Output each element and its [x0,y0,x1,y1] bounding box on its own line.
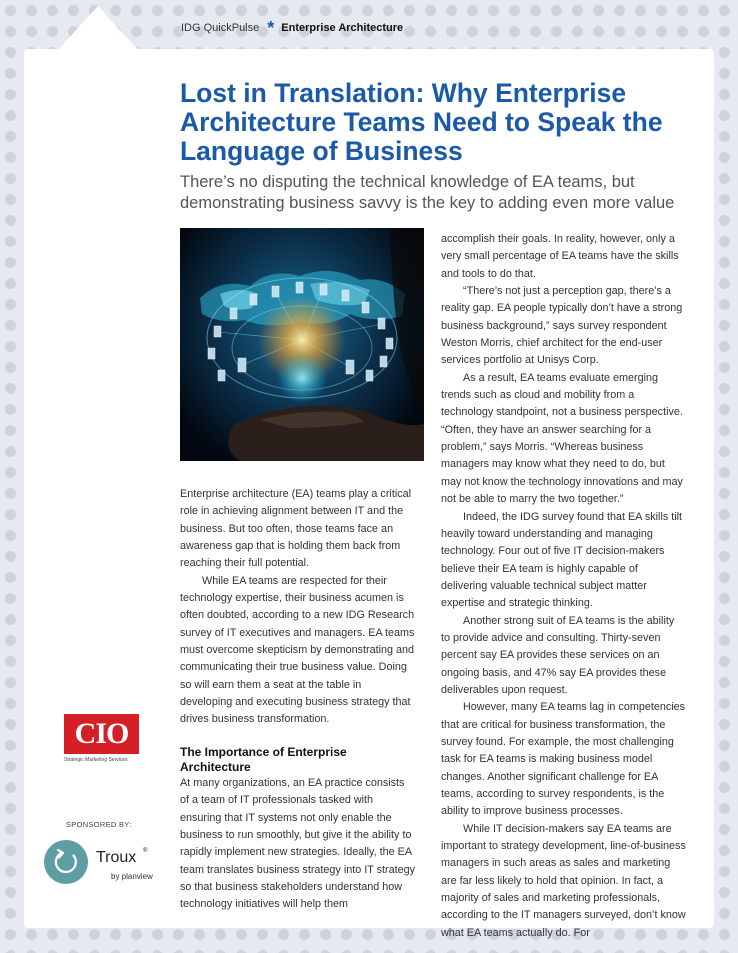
article-title: Lost in Translation: Why Enterprise Architecture Teams Need to Speak the Language of Business [180,78,663,166]
paragraph: As a result, EA teams evaluate emerging trends such as cloud and mobility from a technology standpoint, not a business perspective. “Often, they have an answer searching for a problem,” says Morris. “Whereas business managers may know what they need to do, but may not know the technology innovations and may not be able to marry the two together.” [441,371,683,506]
sponsored-by-label: SPONSORED BY: [66,820,132,829]
section-name: Enterprise Architecture [281,22,404,34]
hero-image [180,228,424,461]
paragraph: Enterprise architecture (EA) teams play a critical role in achieving alignment between IT and the business. But too often, those teams face an awareness gap that is holding them back from reaching their full potential. [180,488,412,570]
paragraph: Another strong suit of EA teams is the ability to provide advice and consulting. Thirty-seven percent say EA provides these services on an ongoing basis, and 47% say EA provides these deliverables upon request. [441,614,675,696]
sponsor-name: Troux [96,849,137,866]
section-subheading: The Importance of Enterprise Architecture [180,744,347,774]
asterisk-icon: * [267,17,275,38]
article-subtitle: There’s no disputing the technical knowledge of EA teams, but demonstrating business savvy is the key to adding even more value [180,173,675,212]
globe-hand-illustration [180,228,424,461]
sponsor-byline: by planview [111,872,153,881]
cio-logo: CIO [64,714,139,754]
publication-name: IDG QuickPulse [181,22,260,34]
paragraph: However, many EA teams lag in competencies that are critical for business transformation, the survey found. For example, the most challenging task for EA teams is making business model changes. Another significant challenge for EA teams, according to survey respondents, is the ability to improve business processes. [441,701,686,818]
paragraph: At many organizations, an EA practice consists of a team of IT professionals tasked with ensuring that IT systems not only enable the business to run smoothly, but give it the ability to rapidly implement new strategies. Ideally, the EA team translates business strategy into IT strategy so that business stakeholders understand how technology initiatives will help them [180,776,416,911]
cio-tagline: Strategic Marketing Services [64,757,128,763]
page-tab [58,6,138,50]
paragraph: Indeed, the IDG survey found that EA skills tilt heavily toward understanding and managing technology. Four out of five IT decision-makers believe their EA team is highly capable of delivering valuable technical subject matter expertise and strategic thinking. [441,510,683,610]
paragraph: While EA teams are respected for their technology expertise, their business acumen is often doubted, according to a new IDG Research survey of IT executives and managers. EA teams must overcome skepticism by demonstrating and communicating their true business value. Doing so will earn them a seat at the table in developing and executing business strategy that drives business transformation. [180,574,415,726]
paragraph: While IT decision-makers say EA teams are important to strategy development, line-of-business managers in such areas as sales and marketing are far less likely to hold that opinion. In fact, a majority of sales and marketing professionals, according to the IT managers surveyed, don’t know what EA teams actually do. For [441,822,686,939]
paragraph: accomplish their goals. In reality, however, only a very small percentage of EA teams have the skills and tools to do that. [441,233,679,280]
left-column [180,486,416,914]
registered-mark: ® [143,848,148,854]
running-header [181,17,404,38]
right-column [441,231,686,942]
troux-refresh-icon [44,840,88,884]
paragraph: “There’s not just a perception gap, there’s a reality gap. EA people typically don’t have a strong business background,” says survey respondent Weston Morris, chief architect for the end-user services portfolio at Unisys Corp. [441,285,683,367]
